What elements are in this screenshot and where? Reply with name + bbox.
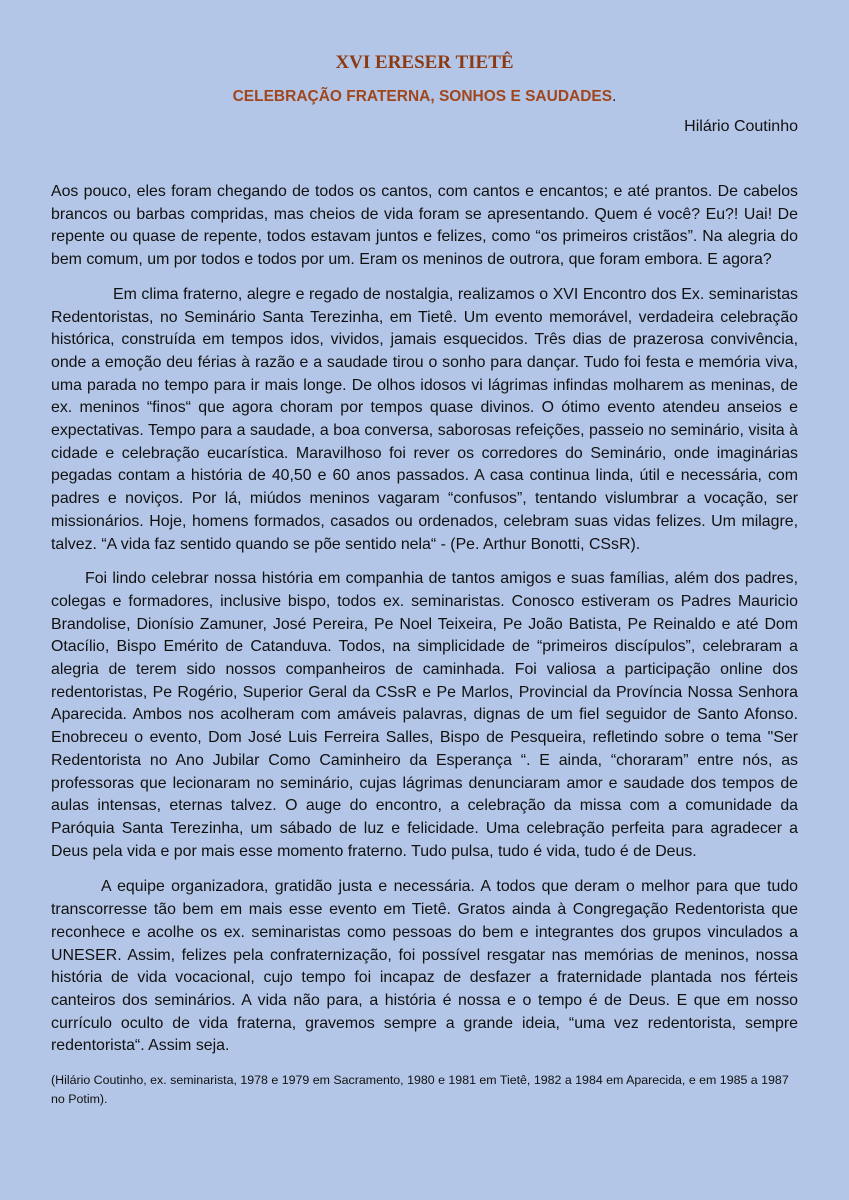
document-page (51, 50, 798, 1108)
body-paragraph-3: Foi lindo celebrar nossa história em companhia de tantos amigos e suas famílias, além dos padres, colegas e formadores, inclusive bispo, todos ex. seminaristas. Conosco estiveram os Padres Mauricio Brandolise, Dionísio Zamuner, José Pereira, Pe Noel Teixeira, Pe João Batista, Pe Reinaldo e até Dom Otacílio, Bispo Emérito de Catanduva. Todos, na simplicidade de “primeiros discípulos”, celebraram a alegria de terem sido nossos companheiros de caminhada. Foi valiosa a participação online dos redentoristas, Pe Rogério, Superior Geral da CSsR e Pe Marlos, Provincial da Província Nossa Senhora Aparecida. Ambos nos acolheram com amáveis palavras, dignas de um fiel seguidor de Santo Afonso. Enobreceu o evento, Dom José Luis Ferreira Salles, Bispo de Pesqueira, refletindo sobre o tema "Ser Redentorista no Ano Jubilar Como Caminheiro da Esperança “. E ainda, “choraram” entre nós, as professoras que lecionaram no seminário, cujas lágrimas denunciaram amor e saudade dos tempos de aulas intensas, eternas talvez. O auge do encontro, a celebração da missa com a comunidade da Paróquia Santa Terezinha, um sábado de luz e felicidade. Uma celebração perfeita para agradecer a Deus pela vida e por mais esse momento fraterno. Tudo pulsa, tudo é vida, tudo é de Deus. (51, 570, 798, 860)
document-title: XVI ERESER TIETÊ (335, 52, 514, 73)
subtitle-period: . (612, 88, 617, 105)
body-paragraph-2: Em clima fraterno, alegre e regado de nostalgia, realizamos o XVI Encontro dos Ex. seminaristas Redentoristas, no Seminário Santa Terezinha, em Tietê. Um evento memorável, verdadeira celebração histórica, construída em tempos idos, vividos, jamais esquecidos. Três dias de prazerosa convivência, onde a emoção deu férias à razão e a saudade tirou o sonho para dançar. Tudo foi festa e memória viva, uma parada no tempo para ir mais longe. De olhos idosos vi lágrimas infindas molharem as meninas, de ex. meninos “finos“ que agora choram por tempos quase divinos. O ótimo evento atendeu anseios e expectativas. Tempo para a saudade, a boa conversa, saborosas refeições, passeio no seminário, visita à cidade e celebração eucarística. Maravilhoso foi rever os corredores do Seminário, onde imaginárias pegadas contam a história de 40,50 e 60 anos passados. A casa continua linda, útil e necessária, com padres e noviços. Por lá, miúdos meninos vagaram “confusos”, tentando vislumbrar a vocação, ser missionários. Hoje, homens formados, casados ou ordenados, celebram suas vidas felizes. Um milagre, talvez. “A vida faz sentido quando se põe sentido nela“ - (Pe. Arthur Bonotti, CSsR). (51, 285, 798, 553)
author-footnote: (Hilário Coutinho, ex. seminarista, 1978 e 1979 em Sacramento, 1980 e 1981 em Tietê, 1982 a 1984 em Aparecida, e em 1985 a 1987 no Potim). (51, 1073, 789, 1106)
document-subtitle (51, 86, 798, 108)
body-paragraph-1: Aos pouco, eles foram chegando de todos os cantos, com cantos e encantos; e até prantos. De cabelos brancos ou barbas compridas, mas cheios de vida foram se apresentando. Quem é você? Eu?! Uai! De repente ou quase de repente, todos estavam juntos e felizes, como “os primeiros cristãos”. Na alegria do bem comum, um por todos e todos por um. Eram os meninos de outrora, que foram embora. E agora? (51, 183, 798, 269)
subtitle-text: CELEBRAÇÃO FRATERNA, SONHOS E SAUDADES (232, 88, 613, 105)
author-name: Hilário Coutinho (684, 118, 798, 135)
body-paragraph-4: A equipe organizadora, gratidão justa e necessária. A todos que deram o melhor para que tudo transcorresse tão bem em mais esse evento em Tietê. Gratos ainda à Congregação Redentorista que reconhece e acolhe os ex. seminaristas como pessoas do bem e integrantes dos grupos vinculados a UNESER. Assim, felizes pela confraternização, foi possível resgatar nas memórias de meninos, nossa história de vida vocacional, cujo tempo foi incapaz de desfazer a fraternidade plantada nos férteis canteiros dos seminários. A vida não para, a história é nossa e o tempo é de Deus. E que em nosso currículo oculto de vida fraterna, gravemos sempre a grande ideia, “uma vez redentorista, sempre redentorista“. Assim seja. (51, 878, 798, 1055)
